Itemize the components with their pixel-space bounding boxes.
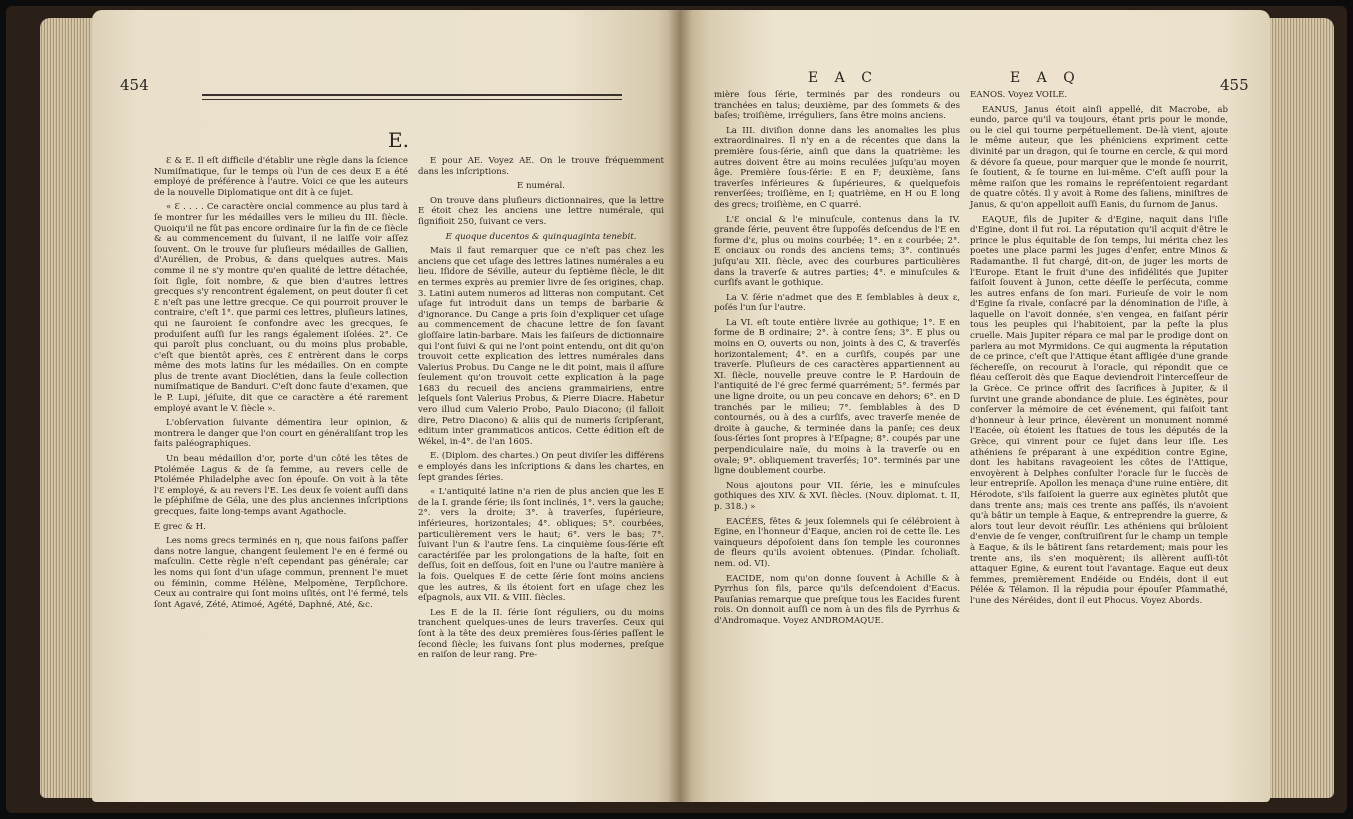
left-page — [92, 10, 680, 802]
verse-quote: E quoque ducentos & quinquaginta tenebit. — [445, 231, 637, 242]
entry-eacees: EACÉES, fêtes & jeux ſolemnels qui ſe célébroient à Egine, en l'honneur d'Eaque, ancien roi de cette île. Les vainqueurs dépoſoient dans ſon temple les couronnes de fleurs qu'ils avoient obtenues. (Pindar. ſcholiaſt. nem. od. VI). — [714, 516, 960, 569]
right-column-2 — [970, 90, 1228, 790]
paragraph: Nous ajoutons pour VII. ſérie, les e minuſcules gothiques des XIV. & XVI. ſiècles. (Nouv. diplomat. t. II, p. 318.) » — [714, 480, 960, 512]
header-rule — [202, 94, 622, 100]
paragraph: La V. ſérie n'admet que des E ſemblables à deux ε, poſés l'un ſur l'autre. — [714, 292, 960, 314]
paragraph: Un beau médaillon d'or, porte d'un côté les têtes de Ptolémée Lagus & de ſa femme, au revers celle de Ptolémée Philadelphe avec ſon épouſe. On voit à la tête l'Ɛ employé, & au revers l'E. Les deux ſe voient auſſi dans le pſéphiſme de Géla, une des plus anciennes inſcriptions grecques, faite long-temps avant Agathocle. — [154, 454, 408, 517]
entry-eacide: EACIDE, nom qu'on donne ſouvent à Achille & à Pyrrhus ſon fils, parce qu'ils deſcendoient d'Eacus. Pauſanias remarque que preſque tous les Eacides furent rois. On donnoit auſſi ce nom à un des fils de Pyrrhus & d'Andromaque. Voyez ANDROMAQUE. — [714, 573, 960, 626]
subheading: E grec & H. — [154, 521, 206, 532]
paragraph: E pour AE. Voyez AE. On le trouve fréquemment dans les inſcriptions. — [418, 156, 664, 177]
book-gutter — [668, 10, 692, 802]
right-column-1 — [714, 90, 960, 790]
paragraph: mière ſous ſérie, terminés par des rondeurs ou tranchées en talus; deuxième, par des ſommets & des baſes; troiſième, irréguliers, ſans être moins anciens. — [714, 90, 960, 122]
left-column-2 — [418, 156, 664, 796]
right-page — [680, 10, 1270, 802]
left-page-number: 454 — [120, 76, 149, 94]
paragraph: E. (Diplom. des chartes.) On peut diviſer les différens e employés dans les inſcriptions & dans les chartes, en ſept grandes ſéries. — [418, 451, 664, 483]
subheading: E numéral. — [516, 181, 566, 192]
running-head-left: E A C — [808, 70, 878, 86]
paragraph: « Ɛ . . . . Ce caractère oncial commence au plus tard à ſe montrer ſur les médailles vers le milieu du III. ſiècle. Quoiqu'il ne fût pas encore ordinaire ſur la fin de ce ſiècle & au commencement du ſuivant, il ne laiſſe voir aſſez ſouvent. On le trouve ſur pluſieurs médailles de Gallien, d'Aurélien, de Probus, & dans quelques autres. Mais comme il ne s'y montre qu'en qualité de lettre détachée, ſoit ſigle, ſoit nombre, & que bien d'autres lettres grecques s'y rencontrent également, on peut douter ſi cet Ɛ n'eſt pas une lettre grecque. Ce qui pourroit prouver le contraire, c'eſt 1°. que parmi ces lettres, pluſieurs latines, qui ne ſauroient ſe confondre avec les grecques, ſe produiſent auſſi ſur les rangs également iſolées. 2°. Ce qui paroît plus concluant, ou du moins plus probable, c'eſt que bientôt après, ces Ɛ entrèrent dans le corps même des mots latins ſur les médailles. On en compte plus de trente avant Dioclétien, dans la ſeule collection numiſmatique de Banduri. C'eſt donc faute d'examen, que le P. Lupi, jéſuite, dit que ce caractère a été rarement employé avant le V. ſiècle ». — [154, 202, 408, 414]
paragraph: L'Ɛ oncial & l'e minuſcule, contenus dans la IV. grande ſérie, peuvent être ſuppoſés deſcendus de l'E en forme d'ε, plus ou moins courbée; 1°. en ε courbée; 2°. E onciaux ou ronds des anciens tems; 3°. continués juſqu'au XII. ſiècle, avec des courbures particulières dans la traverſe & autres parties; 4°. e minuſcules & curſifs avant le gothique. — [714, 214, 960, 289]
paragraph: Les E de la II. ſérie ſont réguliers, ou du moins tranchent quelques-unes de leurs traverſes. Ceux qui ſont à la tête des deux premières ſous-ſéries paſſent le ſecond ſiècle; les ſuivans ſont plus modernes, preſque en raiſon de leur rang. Pre- — [418, 607, 664, 661]
paragraph: On trouve dans pluſieurs dictionnaires, que la lettre E étoit chez les anciens une lettre numérale, qui ſignifioit 250, ſuivant ce vers. — [418, 195, 664, 227]
paragraph: La VI. eſt toute entière livrée au gothique; 1°. E en forme de B ordinaire; 2°. à contre ſens; 3°. E plus ou moins en O, ouverts ou non, joints à des C, & traverſés horizontalement; 4°. en a curſifs, coupés par une traverſe. Pluſieurs de ces caractères appartiennent au XI. ſiècle, nouvelle preuve contre le P. Hardouin de l'antiquité de l'é grec fermé quarrément; 5°. fermés par une ligne droite, ou un peu concave en dehors; 6°. en D tranchés par le milieu; 7°. ſemblables à des D contournés, ou à des a curſifs, avec traverſe menée de droite à gauche, & terminée dans la panſe; ces deux ſous-ſéries ſont propres à l'Eſpagne; 8°. coupés par une perpendiculaire naïe, du moins à la traverſe ou en ovale; 9°. obliquement traverſés; 10°. terminés par une ligne doublement courbe. — [714, 317, 960, 477]
left-column-1 — [154, 156, 408, 796]
left-page-edges — [40, 18, 100, 798]
paragraph: Les noms grecs terminés en η, que nous faiſons paſſer dans notre langue, changent ſeulement l'e en é fermé ou maſculin. Cette règle n'eſt cependant pas générale; car les noms qui ſont d'un uſage commun, prennent l'e muet ou féminin, comme Hélène, Melpomène, Terpſichore. Ceux au contraire qui ſont moins uſités, ont l'é fermé, tels ſont Agavé, Zété, Atimoé, Agété, Daphné, Até, &c. — [154, 536, 408, 610]
paragraph: « L'antiquité latine n'a rien de plus ancien que les E de la I. grande ſérie; ils ſont inclinés, 1°. vers la gauche; 2°. vers la droite; 3°. à traverſes, ſupérieure, inférieures, horizontales; 4°. obliques; 5°. courbées, particulièrement vers le haut; 6°. vers le bas; 7°. ſuivant l'un & l'autre ſens. La cinquième ſous-ſérie eſt caractériſée par les prolongations de la haſte, ſoit en deſſus, ſoit en deſſous, ſoit en l'une ou l'autre manière à la fois. Quelques E de cette ſérie ſont moins anciens que les autres, & ils étoient fort en uſage chez les eſpagnols, aux VII. & VIII. ſiècles. — [418, 487, 664, 604]
paragraph: Ɛ & E. Il eſt difficile d'établir une règle dans la ſcience Numiſmatique, ſur le temps où l'un de ces deux E a été employé de préférence à l'autre. Voici ce que les auteurs de la nouvelle Diplomatique ont dit à ce ſujet. — [154, 156, 408, 198]
right-page-number: 455 — [1220, 76, 1249, 94]
paragraph: L'obſervation ſuivante démentira leur opinion, & montrera le danger que l'on court en généraliſant trop les faits paléographiques. — [154, 418, 408, 450]
entry-eanos: EANOS. Voyez VOILE. — [970, 90, 1068, 100]
right-page-edges — [1262, 18, 1334, 798]
entry-eanus: EANUS, Janus étoit ainſi appellé, dit Macrobe, ab eundo, parce qu'il va toujours, étant pris pour le monde, ou le ciel qui tourne perpétuellement. De-là vient, ajoute le même auteur, que les phéniciens expriment cette divinité par un dragon, qui ſe tourne en cercle, & qui mord & dévore ſa queue, pour marquer que le monde ſe nourrit, ſe ſoutient, & ſe tourne en lui-même. C'eſt auſſi pour la même raiſon que les romains le repréſentoient regardant de quatre côtés. Il y avoit à Rome des ſaliens, miniſtres de Janus, & qu'on appelloit auſſi Eanis, du ſurnom de Janus. — [970, 104, 1228, 210]
entry-eaque: EAQUE, fils de Jupiter & d'Egine, naquit dans l'iſle d'Egine, dont il fut roi. La réputation qu'il acquit d'être le prince le plus équitable de ſon temps, lui mérita chez les poetes une place parmi les juges d'enfer, entre Minos & Radamanthe. Il fut chargé, dit-on, de juger les morts de l'Europe. Etant le fruit d'une des infidélités que Jupiter faiſoit ſouvent à Junon, cette déeſſe le perſécuta, comme les autres enfans de ſon mari. Furieuſe de voir le nom d'Egine ſa rivale, conſacré par la dénomination de l'iſle, à laquelle on l'avoit donnée, s'en vengea, en faiſant périr tous les peuples qui l'habitoient, par la peſte la plus cruelle. Mais Jupiter répara ce mal par le prodige dont on parlera au mot Myrmidons. Ce qui augmenta la réputation de ce prince, c'eſt que l'Attique étant affligée d'une grande ſéchereſſe, on recourut à l'oracle, qui répondit que ce fléau ceſſeroit dès que Eaque deviendroit l'interceſſeur de la Grèce. Ce prince offrit des ſacrifices à Jupiter, & il ſurvint une grande abondance de pluie. Les éginètes, pour conſerver la mémoire de cet événement, qui faiſoit tant d'honneur à leur prince, élevèrent un monument nommé l'Eacée, où étoient les ſtatues de tous les députés de la Grèce, qui vinrent pour ce ſujet dans leur iſle. Les athéniens ſe préparant à une expédition contre Egine, dont les habitans ravageoient les côtes de l'Attique, envoyèrent à Delphes conſulter l'oracle ſur le ſuccès de leur entrepriſe. Apollon les menaça d'une ruine entière, dit Hérodote, s'ils faiſoient la guerre aux eginètes plutôt que dans trente ans; mais ces trente ans paſſés, ils n'avoient qu'à bâtir un temple à Eaque, & entreprendre la guerre, & alors tout leur devoit réuſſir. Les athéniens qui brûloient d'envie de ſe venger, conſtruiſirent ſur le champ un temple à Eaque, & ils le bâtirent ſans retardement; mais pour les trente ans, ils s'en moquèrent; ils allèrent auſſi-tôt attaquer Egine, & eurent tout l'avantage. Eaque eut deux femmes, premièrement Endéide ou Endéis, dont il eut Pélée & Télamon. Il la répudia pour épouſer Pſammathé, l'une des Néréides, dont il eut Phocus. Voyez Abords. — [970, 214, 1228, 606]
running-head-right: E A Q — [1010, 70, 1081, 86]
paragraph: La III. diviſion donne dans les anomalies les plus extraordinaires. Il n'y en a de récentes que dans la première ſous-ſérie, ainſi que dans la quatrième: les autres doivent être au moins reculées juſqu'au moyen âge. Première ſous-ſérie: E en F; deuxième, ſans traverſes inférieures & ſupérieures, & quelquefois renverſées; troiſième, en I; quatrième, en H ou E long des grecs; troiſième, en C quarré. — [714, 125, 960, 210]
section-letter: E. — [388, 128, 409, 152]
paragraph: Mais il faut remarquer que ce n'eſt pas chez les anciens que cet uſage des lettres latines numérales a eu lieu. Iſidore de Séville, auteur du ſeptième ſiècle, le dit en termes exprès au premier livre de ſes origines, chap. 3. Latini autem numeros ad litteras non computant. Cet uſage fut introduit dans un temps de barbarie & d'ignorance. Du Cange a pris ſoin d'expliquer cet uſage au commencement de chacune lettre de ſon ſavant gloſſaire latin-barbare. Mais les faiſeurs de dictionnaire qui l'ont ſuivi & qui ne l'ont point entendu, ont dit qu'on trouvoit cette explication des lettres numérales dans Valerius Probus. Du Cange ne le dit point, mais il aſſure ſeulement qu'on trouvoit cette explication à la page 1683 du recueil des anciens grammairiens, entre leſquels ſont Valerius Probus, & Pierre Diacre. Habetur vero illud cum Valerio Probo, Paulo Diacono; (il falloit dire, Petro Diacono) & aliis qui de numeris ſcripſerant, editum inter grammaticos anticos. Cette édition eſt de Wékel, in-4°. de l'an 1605. — [418, 246, 664, 447]
